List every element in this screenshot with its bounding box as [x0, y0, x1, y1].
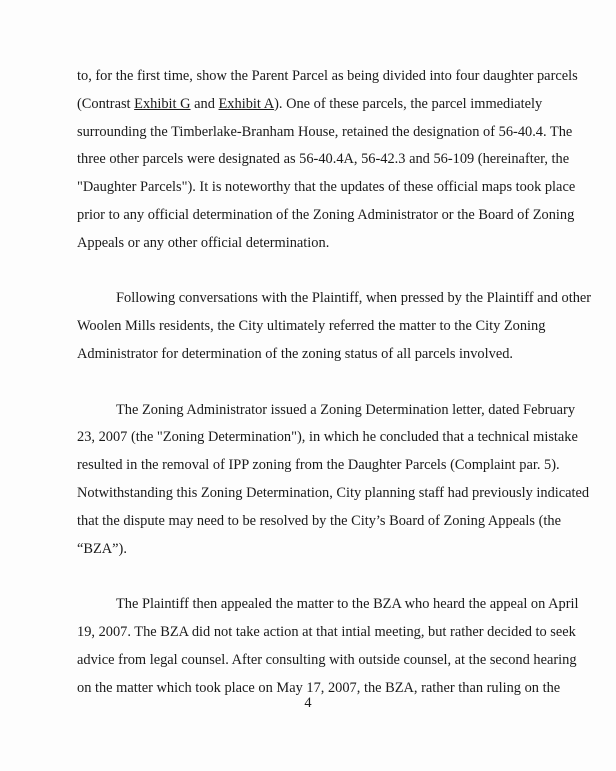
paragraph-zoning-determination	[77, 397, 590, 564]
text-line: surrounding the Timberlake-Branham House, retained the designation of 56-40.4. The	[77, 123, 573, 140]
paragraph-bza-appeal	[77, 591, 579, 702]
text-line: 19, 2007. The BZA did not take action at that intial meeting, but rather decided to seek	[77, 623, 576, 640]
paragraph-spacer	[77, 563, 555, 591]
text-fragment: and	[190, 95, 219, 112]
text-fragment: ). One of these parcels, the parcel immediately	[274, 95, 543, 112]
text-line: advice from legal counsel. After consulting with outside counsel, at the second hearing	[77, 651, 577, 668]
text-line: that the dispute may need to be resolved by the City’s Board of Zoning Appeals (the	[77, 512, 561, 529]
text-line: “BZA”).	[77, 540, 127, 557]
exhibit-a-reference: Exhibit A	[218, 95, 275, 112]
text-line	[77, 91, 555, 119]
text-line: 23, 2007 (the "Zoning Determination"), in which he concluded that a technical mistake	[77, 429, 578, 446]
text-line: on the matter which took place on May 17, 2007, the BZA, rather than ruling on the	[77, 679, 561, 696]
text-line: Woolen Mills residents, the City ultimately referred the matter to the City Zoning	[77, 318, 546, 335]
paragraph-parcels	[77, 63, 578, 258]
paragraph-referral	[77, 285, 592, 368]
text-line: "Daughter Parcels"). It is noteworthy that the updates of these official maps took place	[77, 179, 576, 196]
paragraph-spacer	[77, 369, 555, 397]
paragraph-spacer	[77, 258, 555, 286]
text-line: The Plaintiff then appealed the matter to the BZA who heard the appeal on April	[116, 596, 579, 613]
text-line: to, for the first time, show the Parent Parcel as being divided into four daughter parcels	[77, 68, 578, 84]
text-line: three other parcels were designated as 56-40.4A, 56-42.3 and 56-109 (hereinafter, the	[77, 151, 570, 168]
text-line: resulted in the removal of IPP zoning from the Daughter Parcels (Complaint par. 5).	[77, 457, 560, 474]
text-line: The Zoning Administrator issued a Zoning Determination letter, dated February	[116, 401, 576, 418]
document-body	[77, 63, 592, 702]
text-line: Following conversations with the Plaintiff, when pressed by the Plaintiff and other	[116, 290, 592, 307]
text-line: Notwithstanding this Zoning Determination, City planning staff had previously indicated	[77, 484, 590, 501]
text-fragment: (Contrast	[77, 95, 135, 112]
text-line: Administrator for determination of the zoning status of all parcels involved.	[77, 345, 514, 362]
page-number: 4	[304, 695, 312, 711]
text-line: prior to any official determination of the Zoning Administrator or the Board of Zoning	[77, 206, 575, 223]
text-line: Appeals or any other official determination.	[77, 234, 330, 251]
exhibit-g-reference: Exhibit G	[134, 95, 191, 112]
